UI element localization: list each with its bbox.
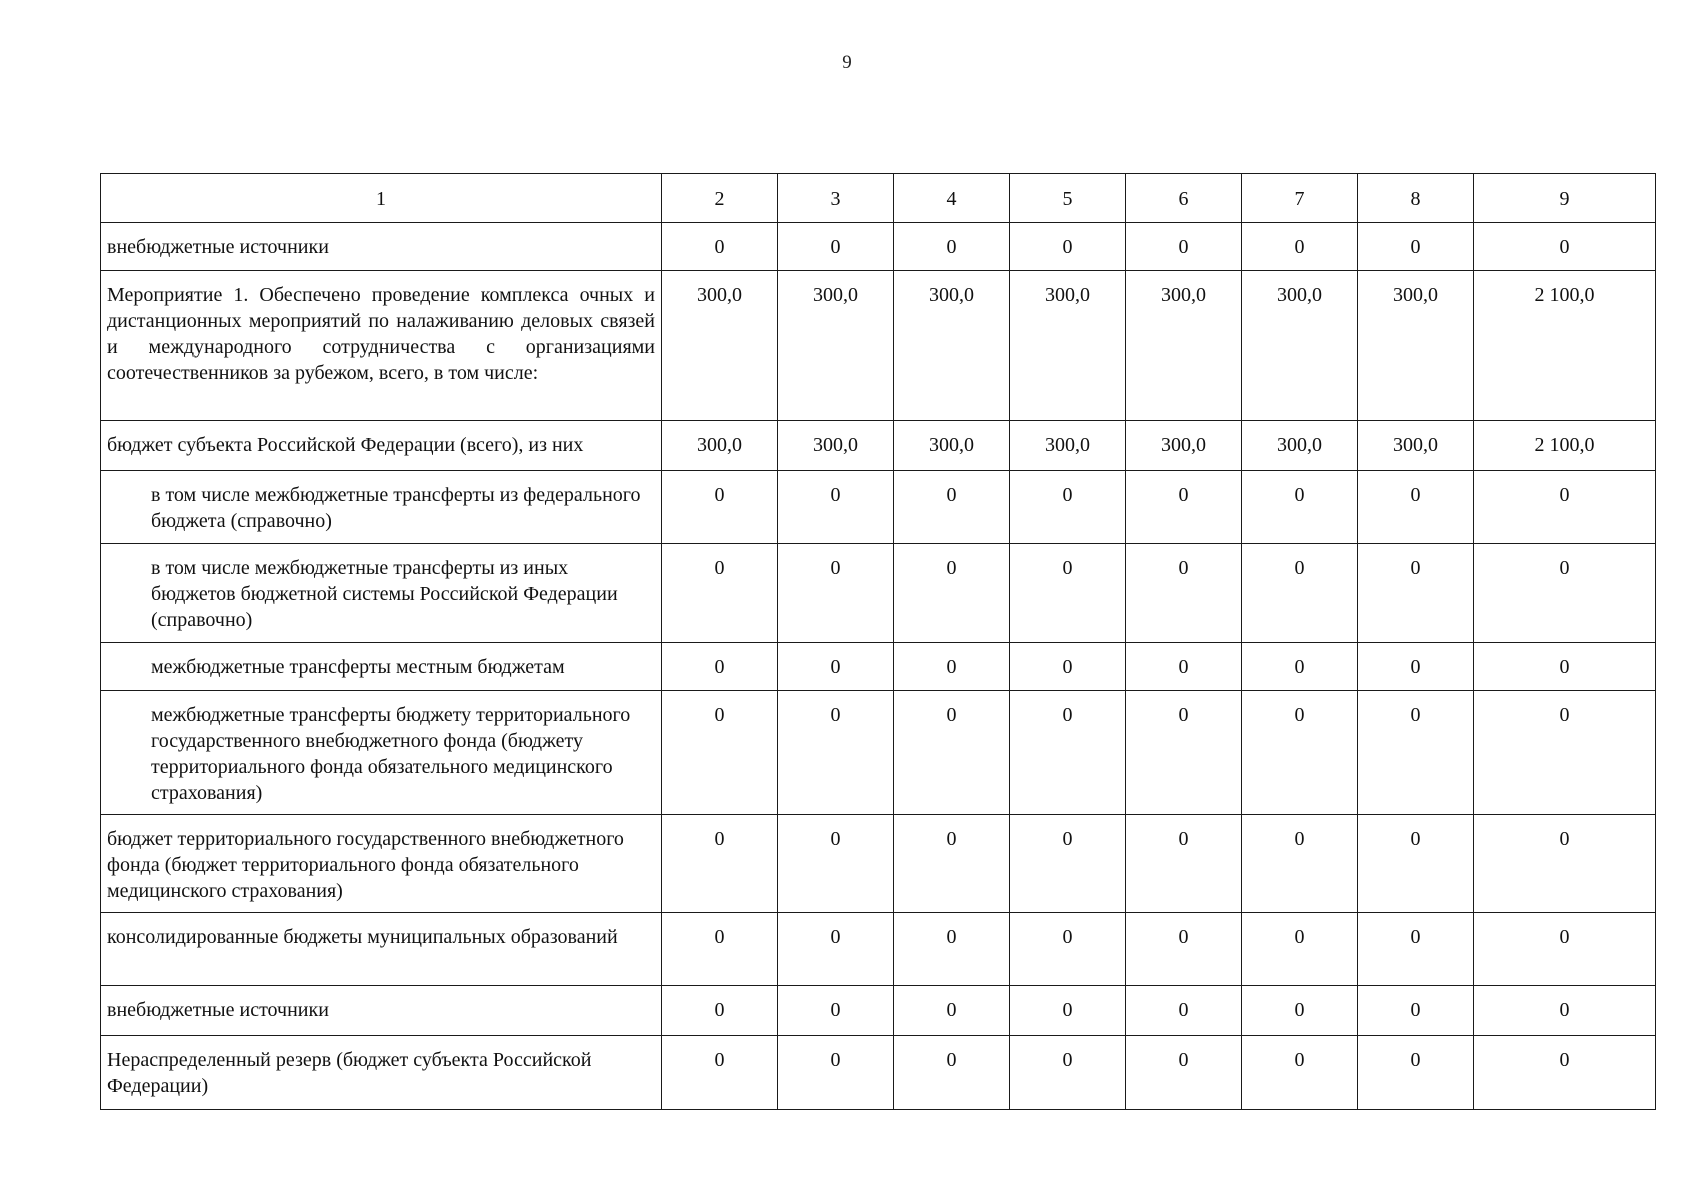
value-cell: 0 [1242,913,1358,986]
row-label: в том числе межбюджетные трансферты из федерального бюджета (справочно) [101,471,662,544]
value-cell: 0 [1010,913,1126,986]
value-cell: 0 [1474,544,1656,643]
value-cell: 0 [1242,1036,1358,1110]
row-label: консолидированные бюджеты муниципальных образований [101,913,662,986]
header-row [101,174,1656,223]
row-label: межбюджетные трансферты бюджету территориального государственного внебюджетного фонда (бюджету территориального фонда обязательного медицинского страхования) [101,691,662,815]
header-cell: 7 [1242,174,1358,223]
value-cell: 0 [1474,913,1656,986]
header-cell: 2 [662,174,778,223]
value-cell: 0 [894,643,1010,691]
value-cell: 300,0 [778,421,894,471]
value-cell: 0 [662,986,778,1036]
value-cell: 300,0 [1242,271,1358,421]
header-cell: 4 [894,174,1010,223]
value-cell: 0 [1010,643,1126,691]
value-cell: 300,0 [1358,271,1474,421]
value-cell: 0 [1126,913,1242,986]
value-cell: 0 [1242,986,1358,1036]
value-cell: 0 [1358,643,1474,691]
value-cell: 0 [1010,544,1126,643]
value-cell: 0 [1010,223,1126,271]
value-cell: 300,0 [1126,421,1242,471]
table-row [101,471,1656,544]
value-cell: 0 [1242,544,1358,643]
value-cell: 0 [1010,691,1126,815]
value-cell: 0 [662,815,778,913]
row-label: бюджет территориального государственного внебюджетного фонда (бюджет территориального фонда обязательного медицинского страхования) [101,815,662,913]
value-cell: 0 [894,691,1010,815]
value-cell: 0 [1358,815,1474,913]
value-cell: 0 [894,913,1010,986]
table-row [101,271,1656,421]
value-cell: 0 [1010,1036,1126,1110]
header-cell: 1 [101,174,662,223]
value-cell: 300,0 [894,271,1010,421]
value-cell: 300,0 [1358,421,1474,471]
value-cell: 0 [1358,986,1474,1036]
value-cell: 0 [1126,643,1242,691]
value-cell: 0 [778,986,894,1036]
table-row [101,691,1656,815]
table-row [101,643,1656,691]
value-cell: 0 [1242,223,1358,271]
header-cell: 6 [1126,174,1242,223]
row-label: Мероприятие 1. Обеспечено проведение комплекса очных и дистанционных мероприятий по налаживанию деловых связей и международного сотрудничества с организациями соотечественников за рубежом, всего, в том числе: [101,271,662,421]
value-cell: 0 [1474,986,1656,1036]
value-cell: 0 [662,1036,778,1110]
table-row [101,223,1656,271]
value-cell: 0 [1358,223,1474,271]
row-label: внебюджетные источники [101,223,662,271]
value-cell: 0 [894,471,1010,544]
table-row [101,815,1656,913]
table-row [101,986,1656,1036]
table-row [101,913,1656,986]
value-cell: 0 [1126,986,1242,1036]
row-label: Нераспределенный резерв (бюджет субъекта Российской Федерации) [101,1036,662,1110]
value-cell: 0 [1474,1036,1656,1110]
value-cell: 300,0 [894,421,1010,471]
value-cell: 0 [662,913,778,986]
value-cell: 0 [894,544,1010,643]
row-label: в том числе межбюджетные трансферты из иных бюджетов бюджетной системы Российской Федерации (справочно) [101,544,662,643]
value-cell: 0 [894,986,1010,1036]
value-cell: 0 [1474,815,1656,913]
value-cell: 0 [1010,986,1126,1036]
value-cell: 0 [778,544,894,643]
header-cell: 5 [1010,174,1126,223]
value-cell: 300,0 [662,271,778,421]
value-cell: 0 [778,643,894,691]
value-cell: 300,0 [778,271,894,421]
budget-table [100,173,1656,1110]
value-cell: 300,0 [1010,421,1126,471]
value-cell: 0 [1126,471,1242,544]
row-label: бюджет субъекта Российской Федерации (всего), из них [101,421,662,471]
value-cell: 300,0 [1242,421,1358,471]
value-cell: 0 [1358,471,1474,544]
value-cell: 300,0 [1126,271,1242,421]
page-number: 9 [842,52,852,73]
value-cell: 0 [1358,1036,1474,1110]
value-cell: 0 [662,223,778,271]
value-cell: 0 [662,471,778,544]
value-cell: 0 [1126,1036,1242,1110]
value-cell: 0 [1242,691,1358,815]
value-cell: 0 [778,1036,894,1110]
value-cell: 300,0 [662,421,778,471]
value-cell: 0 [1126,223,1242,271]
value-cell: 0 [1242,643,1358,691]
value-cell: 0 [1242,471,1358,544]
value-cell: 0 [894,223,1010,271]
value-cell: 0 [1474,691,1656,815]
value-cell: 0 [894,1036,1010,1110]
value-cell: 0 [662,691,778,815]
value-cell: 0 [1474,471,1656,544]
table-row [101,1036,1656,1110]
value-cell: 0 [1010,815,1126,913]
value-cell: 0 [1126,691,1242,815]
value-cell: 0 [778,815,894,913]
value-cell: 0 [1242,815,1358,913]
value-cell: 0 [1010,471,1126,544]
value-cell: 0 [894,815,1010,913]
row-label: внебюджетные источники [101,986,662,1036]
header-cell: 8 [1358,174,1474,223]
value-cell: 0 [778,691,894,815]
value-cell: 0 [1474,223,1656,271]
header-cell: 9 [1474,174,1656,223]
value-cell: 0 [1358,913,1474,986]
value-cell: 2 100,0 [1474,271,1656,421]
value-cell: 0 [778,471,894,544]
value-cell: 300,0 [1010,271,1126,421]
value-cell: 0 [1474,643,1656,691]
value-cell: 0 [778,223,894,271]
value-cell: 0 [1126,544,1242,643]
value-cell: 0 [1358,691,1474,815]
value-cell: 0 [662,643,778,691]
row-label: межбюджетные трансферты местным бюджетам [101,643,662,691]
value-cell: 2 100,0 [1474,421,1656,471]
value-cell: 0 [1358,544,1474,643]
header-cell: 3 [778,174,894,223]
value-cell: 0 [662,544,778,643]
table-row [101,544,1656,643]
table-row [101,421,1656,471]
value-cell: 0 [1126,815,1242,913]
value-cell: 0 [778,913,894,986]
